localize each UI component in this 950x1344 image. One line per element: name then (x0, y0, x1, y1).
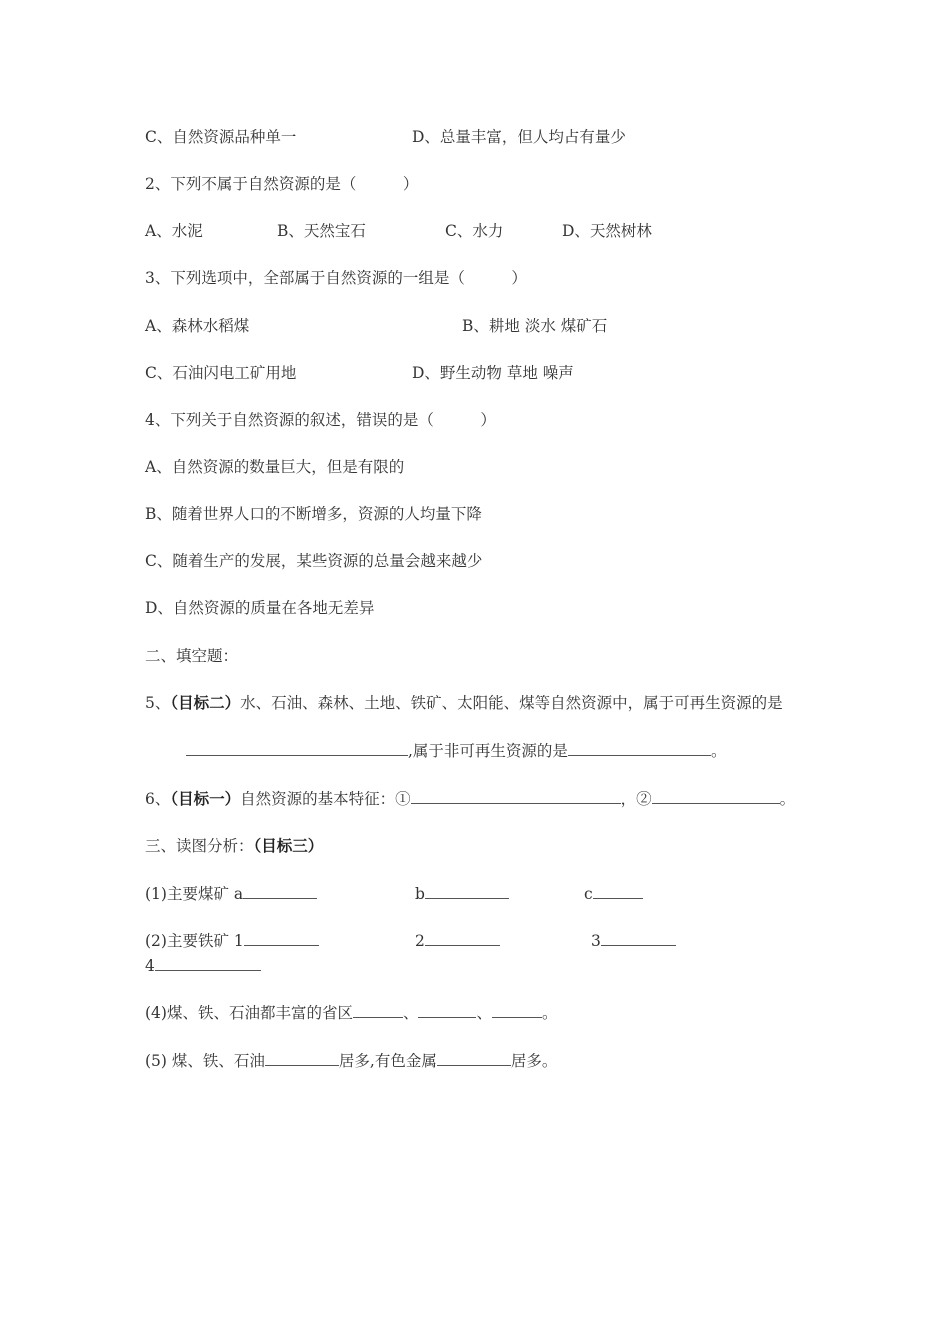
section3-title-text: 三、读图分析： (145, 837, 254, 855)
r2-blank-1[interactable] (244, 931, 319, 946)
r2-n4-label: 4 (145, 957, 155, 975)
r2-iron-4 (145, 956, 261, 976)
q2-option-d: D、天然树林 (562, 222, 652, 240)
r2-n2-label: 2 (415, 932, 425, 950)
r1-coal-b (415, 884, 509, 904)
section-fill-blank-title: 二、填空题： (145, 647, 239, 665)
q5-line2 (186, 741, 726, 761)
q4-option-c: C、随着生产的发展，某些资源的总量会越来越少 (145, 552, 483, 570)
r2-blank-4[interactable] (155, 956, 261, 971)
q6-number: 6、 (145, 790, 171, 808)
r1-coal-c (584, 884, 643, 904)
r4-end: 。 (542, 1004, 558, 1022)
q1-option-d: D、总量丰富，但人均占有量少 (412, 128, 626, 146)
r2-iron-3 (591, 931, 676, 951)
q5-line1 (145, 693, 783, 713)
q1-options-row (145, 127, 296, 147)
r1-label: (1)主要煤矿 a (145, 885, 244, 903)
q6-end: 。 (779, 790, 796, 808)
q2-option-c: C、水力 (445, 222, 504, 240)
r2-label: (2)主要铁矿 1 (145, 932, 244, 950)
r2-blank-3[interactable] (601, 931, 676, 946)
r4-sep2: 、 (476, 1004, 492, 1022)
q3-option-c: C、石油闪电工矿用地 (145, 364, 297, 382)
r5-label: (5) 煤、铁、石油 (145, 1052, 265, 1070)
q3-stem: 3、下列选项中，全部属于自然资源的一组是（ ） (145, 269, 527, 287)
q1-option-c: C、自然资源品种单一 (145, 128, 297, 146)
q6-blank-1[interactable] (411, 789, 621, 804)
r4-blank-3[interactable] (492, 1003, 542, 1018)
r1-blank-b[interactable] (425, 884, 509, 899)
r4-line (145, 1003, 558, 1023)
q6-mid-text: ，② (620, 790, 652, 808)
r2-iron-2 (415, 931, 500, 951)
q5-blank-renewable[interactable] (186, 741, 408, 756)
r5-blank-2[interactable] (437, 1051, 511, 1066)
q5-blank-nonrenewable[interactable] (568, 741, 711, 756)
section3-target-tag: （目标三） (253, 836, 324, 855)
q4-option-d: D、自然资源的质量在各地无差异 (145, 599, 375, 617)
r4-label: (4)煤、铁、石油都丰富的省区 (145, 1004, 353, 1022)
r5-blank-1[interactable] (265, 1051, 339, 1066)
q6-blank-2[interactable] (652, 789, 780, 804)
r4-blank-1[interactable] (353, 1003, 403, 1018)
r1-blank-c[interactable] (593, 884, 643, 899)
q3-option-b: B、耕地 淡水 煤矿石 (462, 317, 608, 335)
r1-b-label: b (415, 885, 425, 903)
r1-coal-a (145, 884, 317, 904)
q5-target-tag: （目标二） (170, 693, 241, 712)
q4-option-a: A、自然资源的数量巨大，但是有限的 (145, 458, 405, 476)
r2-n3-label: 3 (591, 932, 601, 950)
q6-line (145, 789, 795, 809)
q4-option-b: B、随着世界人口的不断增多，资源的人均量下降 (145, 505, 482, 523)
q5-text: 水、石油、森林、土地、铁矿、太阳能、煤等自然资源中，属于可再生资源的是 (240, 694, 783, 712)
r5-line (145, 1051, 557, 1071)
section-map-analysis-title (145, 836, 323, 856)
q5-end: 。 (710, 742, 727, 760)
q3-option-d: D、野生动物 草地 噪声 (412, 364, 574, 382)
q5-mid-text: ,属于非可再生资源的是 (408, 742, 568, 760)
q2-stem: 2、下列不属于自然资源的是（ ） (145, 175, 419, 193)
r4-blank-2[interactable] (418, 1003, 476, 1018)
r1-blank-a[interactable] (243, 884, 317, 899)
r5-end: 居多。 (510, 1052, 558, 1070)
q5-number: 5、 (145, 694, 171, 712)
r4-sep1: 、 (402, 1004, 419, 1022)
q2-option-b: B、天然宝石 (277, 222, 366, 240)
q4-stem: 4、下列关于自然资源的叙述，错误的是（ ） (145, 411, 496, 429)
q2-option-a: A、水泥 (145, 222, 203, 240)
q6-target-tag: （目标一） (170, 789, 241, 808)
r2-iron-1 (145, 931, 319, 951)
q6-text: 自然资源的基本特征：① (240, 790, 411, 808)
r5-mid: 居多,有色金属 (338, 1052, 437, 1070)
q3-option-a: A、森林水稻煤 (145, 317, 250, 335)
r1-c-label: c (584, 885, 593, 903)
r2-blank-2[interactable] (425, 931, 500, 946)
